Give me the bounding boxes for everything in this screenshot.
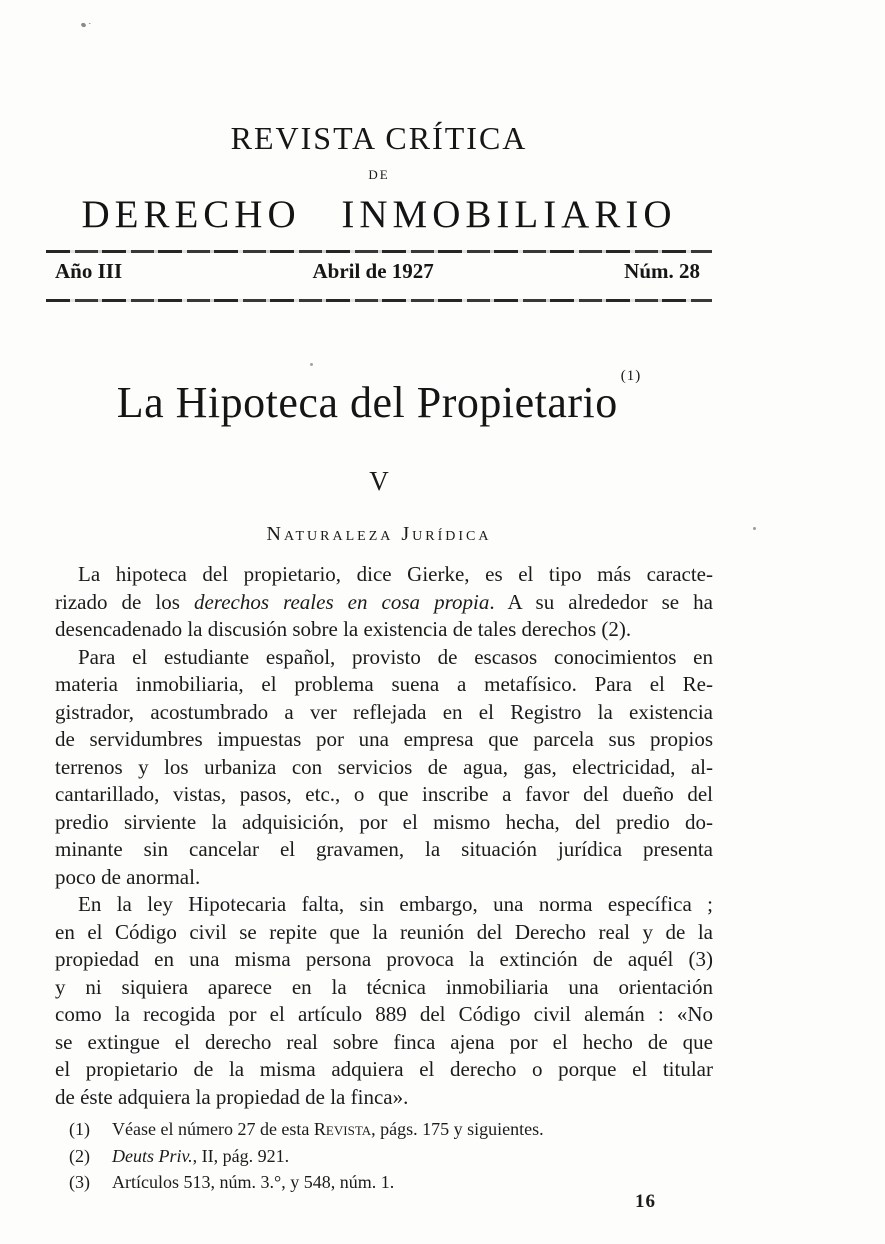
body-text-line: y ni siquiera aparece en la técnica inmobiliaria una orientación — [55, 974, 713, 999]
section-heading: Naturaleza Jurídica — [266, 523, 492, 545]
body-text-line: en el Código civil se repite que la reunión del Derecho real y de la — [55, 919, 713, 944]
body-text-line: de servidumbres impuestas por una empresa que parcela sus propios — [55, 727, 713, 751]
title-footnote-reference: (1) — [620, 368, 642, 385]
article-title — [46, 368, 712, 428]
footnote-number: (1) — [69, 1119, 90, 1139]
body-text-line: gistrador, acostumbrado a ver reflejada en el Registro la existencia — [55, 699, 713, 724]
footnote — [55, 1116, 713, 1143]
body-text-line: En la ley Hipotecaria falta, sin embargo, una norma específica ; — [78, 892, 713, 916]
scan-speck — [753, 527, 756, 530]
footnote — [55, 1169, 713, 1196]
footnote-text: Artículos 513, núm. 3.°, y 548, núm. 1. — [112, 1172, 395, 1192]
body-text-line: Para el estudiante español, provisto de escasos conocimientos en — [78, 644, 713, 669]
masthead-divider-bottom — [46, 299, 712, 302]
scan-speck — [80, 22, 86, 28]
body-text-line: el propietario de la misma adquiera el derecho o porque el titular — [55, 1057, 713, 1081]
footnote-text: Véase el número 27 de esta Revista, págs. 175 y siguientes. — [112, 1119, 544, 1139]
footnotes — [55, 1116, 713, 1196]
footnote-number: (3) — [69, 1172, 90, 1192]
masthead-divider-top — [46, 250, 712, 253]
section-numeral: V — [369, 466, 389, 496]
body-text-line: poco de anormal. — [55, 864, 201, 889]
body-text-line: terrenos y los urbaniza con servicios de agua, gas, electricidad, al- — [55, 754, 713, 779]
issue-number-label: Núm. 28 — [624, 259, 700, 283]
year-label: Año III — [55, 259, 123, 283]
body-text-line: de éste adquiera la propiedad de la finca». — [55, 1084, 409, 1109]
article-title-text: La Hipoteca del Propietario — [116, 378, 618, 427]
page-number: 16 — [635, 1191, 656, 1212]
body-text-line: predio sirviente la adquisición, por el mismo hecha, del predio do- — [55, 809, 713, 834]
body-text-line: propiedad en una misma persona provoca la extinción de aquél (3) — [55, 947, 713, 971]
body-text-line: cantarillado, vistas, pasos, etc., o que inscribe a favor del dueño del — [55, 782, 713, 806]
body-text-line: como la recogida por el artículo 889 del Código civil alemán : «No — [55, 1002, 713, 1026]
journal-title-connector: DE — [368, 167, 390, 182]
footnote-number: (2) — [69, 1145, 90, 1166]
date-label: Abril de 1927 — [312, 259, 434, 283]
body-text-line: rizado de los derechos reales en cosa propia. A su alrededor se ha — [55, 589, 714, 614]
issue-info-row — [55, 259, 700, 284]
body-text-line: materia inmobiliaria, el problema suena a metafísico. Para el Re- — [55, 672, 713, 696]
footnote — [55, 1143, 713, 1170]
scan-speck — [310, 363, 313, 366]
article-body — [55, 561, 713, 1111]
body-text-line: desencadenado la discusión sobre la existencia de tales derechos (2). — [55, 617, 632, 641]
footnote-text: Deuts Priv., II, pág. 921. — [112, 1145, 290, 1166]
journal-title-line1: REVISTA CRÍTICA — [230, 120, 528, 156]
journal-title-line2: DERECHO INMOBILIARIO — [81, 193, 677, 236]
body-text-line: La hipoteca del propietario, dice Gierke, es el tipo más caracte- — [78, 562, 713, 586]
body-text-line: minante sin cancelar el gravamen, la situación jurídica presenta — [55, 837, 713, 861]
body-text-line: se extingue el derecho real sobre finca ajena por el hecho de que — [55, 1029, 713, 1054]
